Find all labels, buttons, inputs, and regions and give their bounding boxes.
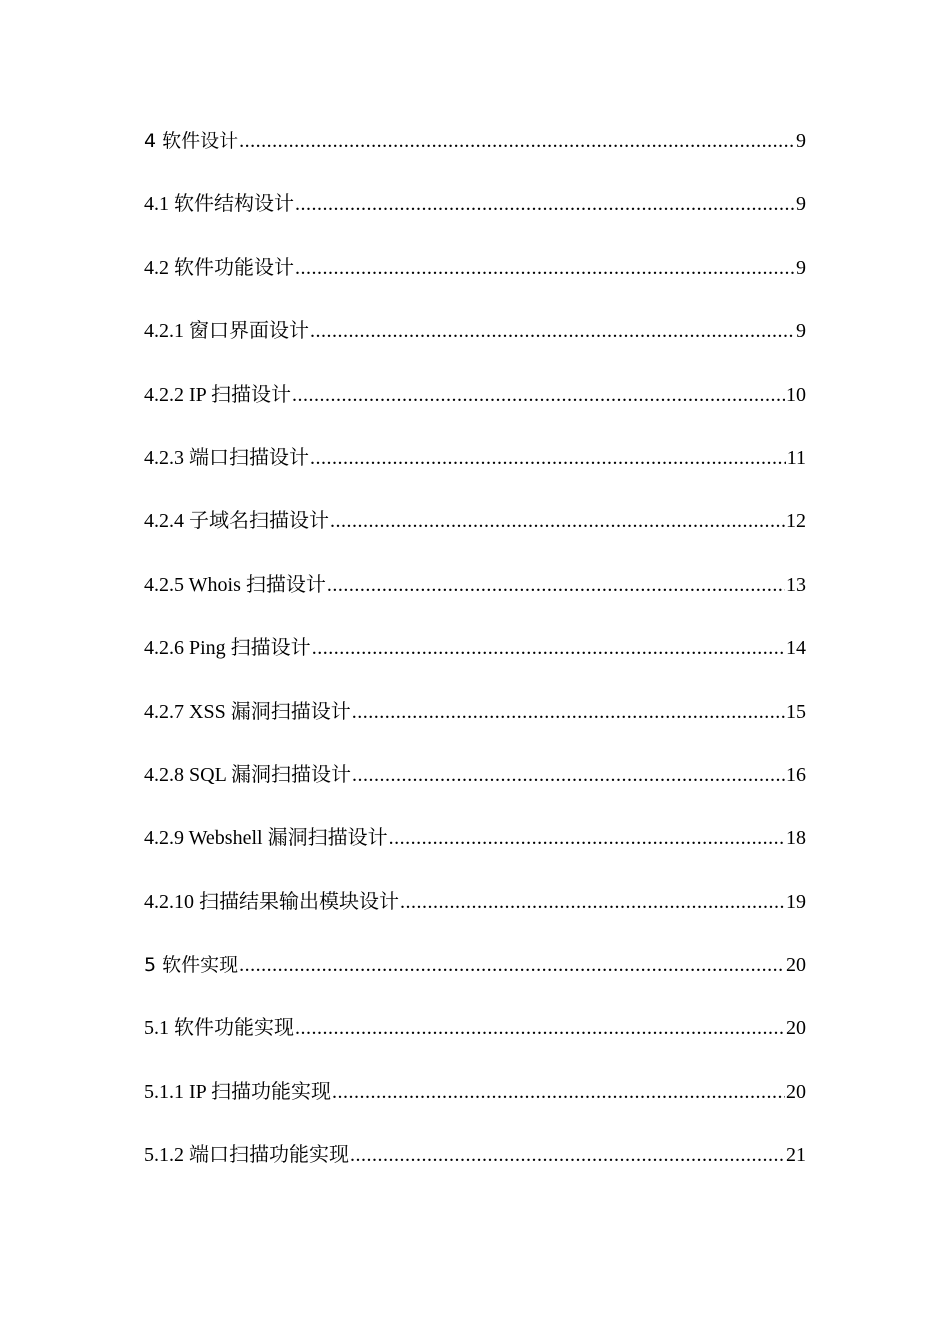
toc-entry-page-number: 16 [786,763,806,786]
toc-entry-title: 4.2.1 窗口界面设计 [144,320,309,343]
toc-entry-title: 4.2.9 Webshell 漏洞扫描设计 [144,827,388,850]
toc-entry-4-2-9[interactable] [144,818,806,881]
toc-entry-page-number: 9 [796,256,806,279]
toc-entry-title: 4.2.2 IP 扫描设计 [144,383,292,406]
toc-entry-page-number: 19 [786,890,806,913]
toc-entry-title: 5.1 软件功能实现 [144,1017,294,1040]
toc-entry-page-number: 9 [796,320,806,343]
dot-leader [295,184,795,224]
dot-leader [400,882,785,922]
dot-leader [239,121,795,161]
toc-entry-title: 5.1.2 端口扫描功能实现 [144,1144,349,1167]
toc-entry-chapter-4[interactable] [144,121,806,184]
toc-entry-title: 4 软件设计 [144,130,239,152]
toc-entry-page-number: 12 [786,510,806,533]
dot-leader [292,375,785,415]
toc-entry-page-number: 18 [786,827,806,850]
toc-entry-title: 4.2 软件功能设计 [144,256,294,279]
dot-leader [295,1008,785,1048]
toc-entry-4-2-1[interactable] [144,311,806,374]
toc-entry-4-2-5[interactable] [144,565,806,628]
toc-entry-4-1[interactable] [144,184,806,247]
toc-entry-page-number: 10 [786,383,806,406]
toc-entry-page-number: 20 [786,1080,806,1103]
toc-entry-page-number: 9 [796,130,806,152]
toc-entry-page-number: 14 [786,637,806,660]
toc-entry-title: 4.2.10 扫描结果输出模块设计 [144,890,399,913]
dot-leader [352,692,785,732]
toc-entry-page-number: 11 [786,446,806,469]
toc-entry-title: 4.2.5 Whois 扫描设计 [144,573,326,596]
toc-entry-4-2-10[interactable] [144,882,806,945]
dot-leader [310,311,795,351]
table-of-contents [144,121,806,1199]
toc-entry-page-number: 9 [796,193,806,216]
toc-entry-4-2[interactable] [144,248,806,311]
toc-entry-4-2-4[interactable] [144,501,806,564]
toc-entry-title: 5 软件实现 [144,954,239,977]
toc-entry-4-2-2[interactable] [144,375,806,438]
dot-leader [350,1135,785,1175]
toc-entry-4-2-8[interactable] [144,755,806,818]
toc-entry-5-1-2[interactable] [144,1135,806,1198]
dot-leader [352,755,785,795]
toc-entry-page-number: 20 [786,954,806,977]
toc-entry-page-number: 21 [786,1144,806,1167]
dot-leader [332,1072,785,1112]
toc-entry-title: 4.2.7 XSS 漏洞扫描设计 [144,700,351,723]
toc-entry-chapter-5[interactable] [144,945,806,1008]
toc-entry-page-number: 13 [786,573,806,596]
toc-entry-4-2-6[interactable] [144,628,806,691]
toc-entry-title: 4.2.6 Ping 扫描设计 [144,637,311,660]
toc-entry-page-number: 20 [786,1017,806,1040]
toc-entry-4-2-3[interactable] [144,438,806,501]
toc-entry-title: 4.2.8 SQL 漏洞扫描设计 [144,763,352,786]
dot-leader [239,945,785,985]
toc-entry-title: 4.2.4 子域名扫描设计 [144,510,329,533]
toc-entry-5-1[interactable] [144,1008,806,1071]
toc-entry-title: 4.2.3 端口扫描设计 [144,446,309,469]
dot-leader [312,628,785,668]
toc-entry-page-number: 15 [786,700,806,723]
toc-entry-5-1-1[interactable] [144,1072,806,1135]
toc-entry-4-2-7[interactable] [144,692,806,755]
dot-leader [330,501,785,541]
toc-entry-title: 4.1 软件结构设计 [144,193,294,216]
dot-leader [310,438,786,478]
dot-leader [389,818,785,858]
dot-leader [327,565,785,605]
toc-entry-title: 5.1.1 IP 扫描功能实现 [144,1080,332,1103]
dot-leader [295,248,795,288]
